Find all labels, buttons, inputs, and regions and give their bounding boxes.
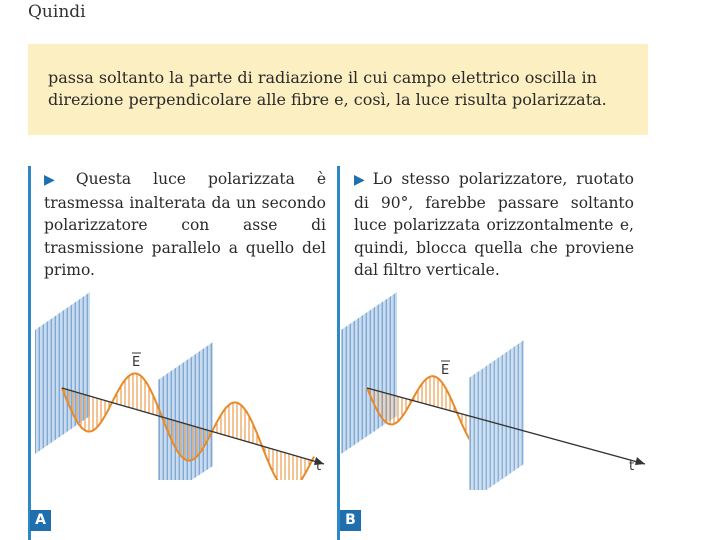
- page-heading: Quindi: [28, 2, 86, 22]
- t-axis-label: t: [316, 459, 322, 474]
- column-b-text: Lo stesso polarizzatore, ruotato di 90°, farebbe passare soltanto luce polarizzata orizzontalmente e, quindi, blocca quella che proviene dal filtro verticale.: [354, 170, 634, 279]
- figure-b: [339, 280, 649, 490]
- rotated-polarizer-filter: [469, 340, 524, 490]
- column-a-text-block: [44, 168, 326, 282]
- polarizer-filter-1: [341, 292, 397, 454]
- column-b-text-block: [354, 168, 634, 282]
- column-a-text: Questa luce polarizzata è trasmessa inalterata da un secondo polarizzatore con asse di trasmissione parallelo a quello del primo.: [44, 170, 326, 279]
- column-a-rule: [28, 166, 31, 540]
- t-axis-label: t: [629, 459, 635, 474]
- figure-b-label: B: [340, 510, 361, 531]
- highlight-text: passa soltanto la parte di radiazione il cui campo elettrico oscilla in direzione perpendicolare alle fibre e, così, la luce risulta polarizzata.: [48, 68, 607, 109]
- triangle-bullet-icon: ▶: [44, 172, 72, 188]
- polarizer-filter-1: [35, 292, 90, 454]
- triangle-bullet-icon: ▶: [354, 172, 369, 188]
- figure-a: [32, 280, 332, 480]
- axis-arrowhead: [635, 457, 645, 465]
- figure-a-label: A: [30, 510, 51, 531]
- highlight-box: [28, 44, 648, 135]
- e-vector-label: E: [441, 363, 450, 378]
- e-vector-label: E: [132, 355, 141, 370]
